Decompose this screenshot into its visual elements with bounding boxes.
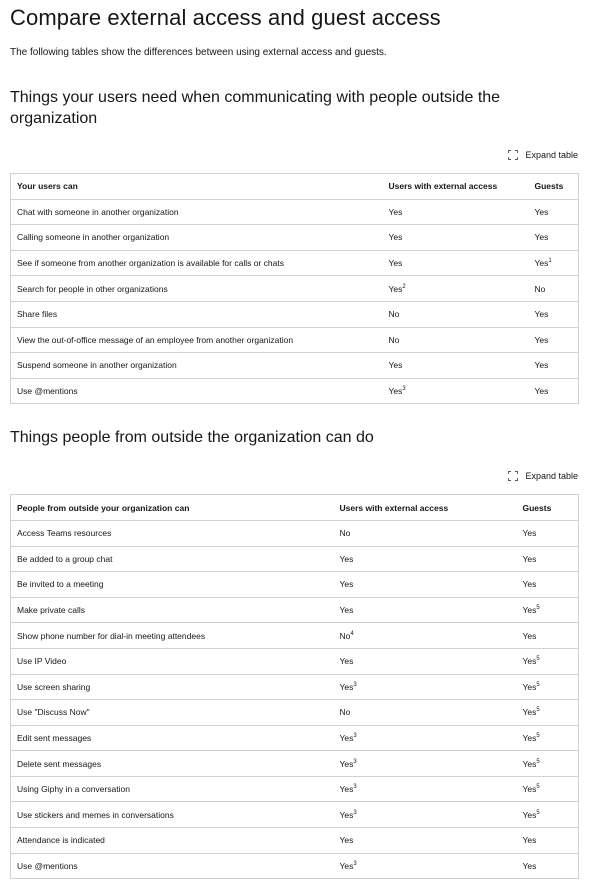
guests-cell-text: Yes xyxy=(522,732,537,743)
feature-cell xyxy=(11,828,334,854)
table-row xyxy=(11,648,579,674)
feature-cell-text: Search for people in other organizations xyxy=(17,283,168,294)
table-header-row xyxy=(11,495,579,521)
footnote-marker[interactable]: 5 xyxy=(536,605,540,612)
external-access-cell xyxy=(383,250,529,276)
column-header: Your users can xyxy=(11,174,383,200)
feature-cell xyxy=(11,597,334,623)
external-access-cell xyxy=(334,546,517,572)
external-access-cell-text: Yes xyxy=(339,732,354,743)
footnote-marker[interactable]: 2 xyxy=(402,283,406,290)
guests-cell-text: Yes xyxy=(522,656,537,667)
guests-cell xyxy=(517,520,579,546)
external-access-cell xyxy=(334,751,517,777)
footnote-marker[interactable]: 5 xyxy=(536,784,540,791)
table-row xyxy=(11,301,579,327)
footnote-marker[interactable]: 4 xyxy=(350,630,354,637)
external-access-cell-text: Yes xyxy=(339,605,354,616)
table-row xyxy=(11,776,579,802)
table-outside-people xyxy=(10,494,579,879)
table-row xyxy=(11,250,579,276)
footnote-marker[interactable]: 3 xyxy=(402,386,406,393)
external-access-cell-text: Yes xyxy=(339,784,354,795)
column-header: Guests xyxy=(529,174,579,200)
guests-cell xyxy=(529,327,579,353)
feature-cell xyxy=(11,378,383,404)
expand-icon xyxy=(508,471,518,481)
guests-cell-text: Yes xyxy=(522,758,537,769)
section2-expand-row xyxy=(10,470,578,482)
external-access-cell-text: Yes xyxy=(339,835,354,846)
guests-cell xyxy=(529,353,579,379)
feature-cell-text: Use screen sharing xyxy=(17,681,91,692)
feature-cell xyxy=(11,225,383,251)
table-row xyxy=(11,725,579,751)
feature-cell-text: Use @mentions xyxy=(17,386,78,397)
guests-cell xyxy=(517,751,579,777)
guests-cell-text: Yes xyxy=(522,528,537,539)
feature-cell xyxy=(11,751,334,777)
guests-cell-text: Yes xyxy=(534,232,549,243)
footnote-marker[interactable]: 5 xyxy=(536,809,540,816)
guests-cell xyxy=(517,623,579,649)
external-access-cell xyxy=(334,776,517,802)
section1-expand-row xyxy=(10,149,578,161)
guests-cell xyxy=(529,199,579,225)
guests-cell-text: Yes xyxy=(534,309,549,320)
table-row xyxy=(11,327,579,353)
table-row xyxy=(11,225,579,251)
intro-text: The following tables show the differences between using external access and guests. xyxy=(10,47,387,58)
external-access-cell xyxy=(383,378,529,404)
footnote-marker[interactable]: 5 xyxy=(536,733,540,740)
external-access-cell-text: Yes xyxy=(388,232,403,243)
feature-cell xyxy=(11,276,383,302)
feature-cell xyxy=(11,725,334,751)
expand-icon xyxy=(508,150,518,160)
table-row xyxy=(11,802,579,828)
external-access-cell xyxy=(334,597,517,623)
guests-cell-text: Yes xyxy=(534,386,549,397)
table-row xyxy=(11,353,579,379)
table-header-row xyxy=(11,174,579,200)
external-access-cell xyxy=(383,276,529,302)
guests-cell-text: Yes xyxy=(522,860,537,871)
guests-cell-text: Yes xyxy=(522,809,537,820)
guests-cell-text: Yes xyxy=(522,707,537,718)
table-row xyxy=(11,378,579,404)
external-access-cell xyxy=(383,353,529,379)
guests-cell-text: Yes xyxy=(534,334,549,345)
feature-cell-text: Delete sent messages xyxy=(17,758,102,769)
feature-cell xyxy=(11,301,383,327)
column-header: Users with external access xyxy=(383,174,529,200)
external-access-cell-text: Yes xyxy=(339,656,354,667)
article xyxy=(10,0,578,879)
feature-cell-text: View the out-of-office message of an employee from another organization xyxy=(17,334,294,345)
feature-cell-text: Share files xyxy=(17,309,58,320)
guests-cell-text: Yes xyxy=(522,553,537,564)
feature-cell-text: Edit sent messages xyxy=(17,732,92,743)
guests-cell xyxy=(517,597,579,623)
external-access-cell xyxy=(334,725,517,751)
column-header: Guests xyxy=(517,495,579,521)
feature-cell xyxy=(11,700,334,726)
guests-cell-text: Yes xyxy=(522,835,537,846)
external-access-cell-text: No xyxy=(339,528,351,539)
external-access-cell-text: Yes xyxy=(339,681,354,692)
guests-cell-text: Yes xyxy=(534,206,549,217)
external-access-cell xyxy=(383,327,529,353)
guests-cell-text: Yes xyxy=(522,784,537,795)
table-row xyxy=(11,572,579,598)
feature-cell xyxy=(11,674,334,700)
external-access-cell-text: Yes xyxy=(339,553,354,564)
feature-cell-text: Chat with someone in another organization xyxy=(17,206,179,217)
footnote-marker[interactable]: 5 xyxy=(536,758,540,765)
feature-cell-text: Be invited to a meeting xyxy=(17,579,104,590)
expand-table-button[interactable] xyxy=(508,150,578,160)
external-access-cell-text: No xyxy=(339,630,351,641)
guests-cell xyxy=(529,378,579,404)
guests-cell xyxy=(517,828,579,854)
feature-cell-text: Use stickers and memes in conversations xyxy=(17,809,174,820)
external-access-cell xyxy=(334,853,517,879)
table-row xyxy=(11,828,579,854)
guests-cell-text: Yes xyxy=(522,630,537,641)
feature-cell xyxy=(11,520,334,546)
guests-cell xyxy=(529,301,579,327)
guests-cell-text: Yes xyxy=(534,258,549,269)
feature-cell-text: Calling someone in another organization xyxy=(17,232,170,243)
guests-cell xyxy=(517,674,579,700)
footnote-marker[interactable]: 3 xyxy=(353,784,357,791)
table-row xyxy=(11,853,579,879)
external-access-cell-text: Yes xyxy=(388,258,403,269)
external-access-cell-text: Yes xyxy=(388,386,403,397)
expand-table-label: Expand table xyxy=(525,150,578,160)
feature-cell-text: Using Giphy in a conversation xyxy=(17,784,130,795)
footnote-marker[interactable]: 3 xyxy=(353,758,357,765)
expand-table-button[interactable] xyxy=(508,471,578,481)
external-access-cell xyxy=(334,648,517,674)
feature-cell-text: Make private calls xyxy=(17,605,86,616)
external-access-cell-text: Yes xyxy=(339,860,354,871)
footnote-marker[interactable]: 3 xyxy=(353,861,357,868)
external-access-cell xyxy=(334,700,517,726)
table-row xyxy=(11,520,579,546)
external-access-cell xyxy=(334,828,517,854)
column-header: Users with external access xyxy=(334,495,517,521)
section1-heading: Things your users need when communicating with people outside the organization xyxy=(10,89,501,127)
footnote-marker[interactable]: 5 xyxy=(536,681,540,688)
feature-cell xyxy=(11,648,334,674)
guests-cell xyxy=(529,276,579,302)
external-access-cell-text: No xyxy=(339,707,351,718)
feature-cell xyxy=(11,199,383,225)
feature-cell-text: Be added to a group chat xyxy=(17,553,113,564)
footnote-marker[interactable]: 3 xyxy=(353,681,357,688)
guests-cell xyxy=(529,225,579,251)
external-access-cell-text: No xyxy=(388,309,400,320)
table-row xyxy=(11,623,579,649)
feature-cell-text: Use "Discuss Now" xyxy=(17,707,90,718)
feature-cell-text: Suspend someone in another organization xyxy=(17,360,177,371)
feature-cell xyxy=(11,250,383,276)
guests-cell xyxy=(529,250,579,276)
guests-cell xyxy=(517,853,579,879)
feature-cell-text: Attendance is indicated xyxy=(17,835,105,846)
feature-cell xyxy=(11,623,334,649)
guests-cell xyxy=(517,546,579,572)
footnote-marker[interactable]: 1 xyxy=(548,258,552,265)
feature-cell-text: Show phone number for dial-in meeting attendees xyxy=(17,630,206,641)
section2-heading: Things people from outside the organization can do xyxy=(10,429,374,447)
external-access-cell-text: Yes xyxy=(339,809,354,820)
footnote-marker[interactable]: 5 xyxy=(536,656,540,663)
feature-cell xyxy=(11,776,334,802)
external-access-cell xyxy=(334,802,517,828)
guests-cell xyxy=(517,648,579,674)
external-access-cell-text: Yes xyxy=(388,206,403,217)
feature-cell xyxy=(11,802,334,828)
external-access-cell-text: No xyxy=(388,334,400,345)
table-communicating xyxy=(10,173,579,404)
feature-cell-text: Use @mentions xyxy=(17,860,78,871)
page-title: Compare external access and guest access xyxy=(10,5,441,30)
feature-cell-text: See if someone from another organization is available for calls or chats xyxy=(17,258,284,269)
feature-cell xyxy=(11,853,334,879)
table-row xyxy=(11,597,579,623)
external-access-cell xyxy=(334,572,517,598)
table-row xyxy=(11,700,579,726)
external-access-cell xyxy=(383,199,529,225)
external-access-cell-text: Yes xyxy=(339,758,354,769)
guests-cell-text: Yes xyxy=(522,681,537,692)
external-access-cell xyxy=(334,674,517,700)
column-header: People from outside your organization can xyxy=(11,495,334,521)
external-access-cell-text: Yes xyxy=(388,360,403,371)
guests-cell-text: Yes xyxy=(522,579,537,590)
feature-cell-text: Access Teams resources xyxy=(17,528,112,539)
table-row xyxy=(11,276,579,302)
expand-table-label: Expand table xyxy=(525,471,578,482)
guests-cell xyxy=(517,802,579,828)
feature-cell xyxy=(11,546,334,572)
guests-cell xyxy=(517,572,579,598)
external-access-cell-text: Yes xyxy=(388,283,403,294)
table-row xyxy=(11,199,579,225)
footnote-marker[interactable]: 3 xyxy=(353,733,357,740)
footnote-marker[interactable]: 3 xyxy=(353,809,357,816)
guests-cell-text: No xyxy=(534,283,546,294)
table-row xyxy=(11,751,579,777)
feature-cell xyxy=(11,327,383,353)
guests-cell xyxy=(517,776,579,802)
external-access-cell xyxy=(334,520,517,546)
footnote-marker[interactable]: 5 xyxy=(536,707,540,714)
feature-cell-text: Use IP Video xyxy=(17,656,67,667)
table-row xyxy=(11,546,579,572)
guests-cell-text: Yes xyxy=(534,360,549,371)
external-access-cell xyxy=(334,623,517,649)
external-access-cell xyxy=(383,225,529,251)
external-access-cell-text: Yes xyxy=(339,579,354,590)
external-access-cell xyxy=(383,301,529,327)
feature-cell xyxy=(11,353,383,379)
guests-cell xyxy=(517,700,579,726)
table-row xyxy=(11,674,579,700)
feature-cell xyxy=(11,572,334,598)
guests-cell xyxy=(517,725,579,751)
guests-cell-text: Yes xyxy=(522,605,537,616)
